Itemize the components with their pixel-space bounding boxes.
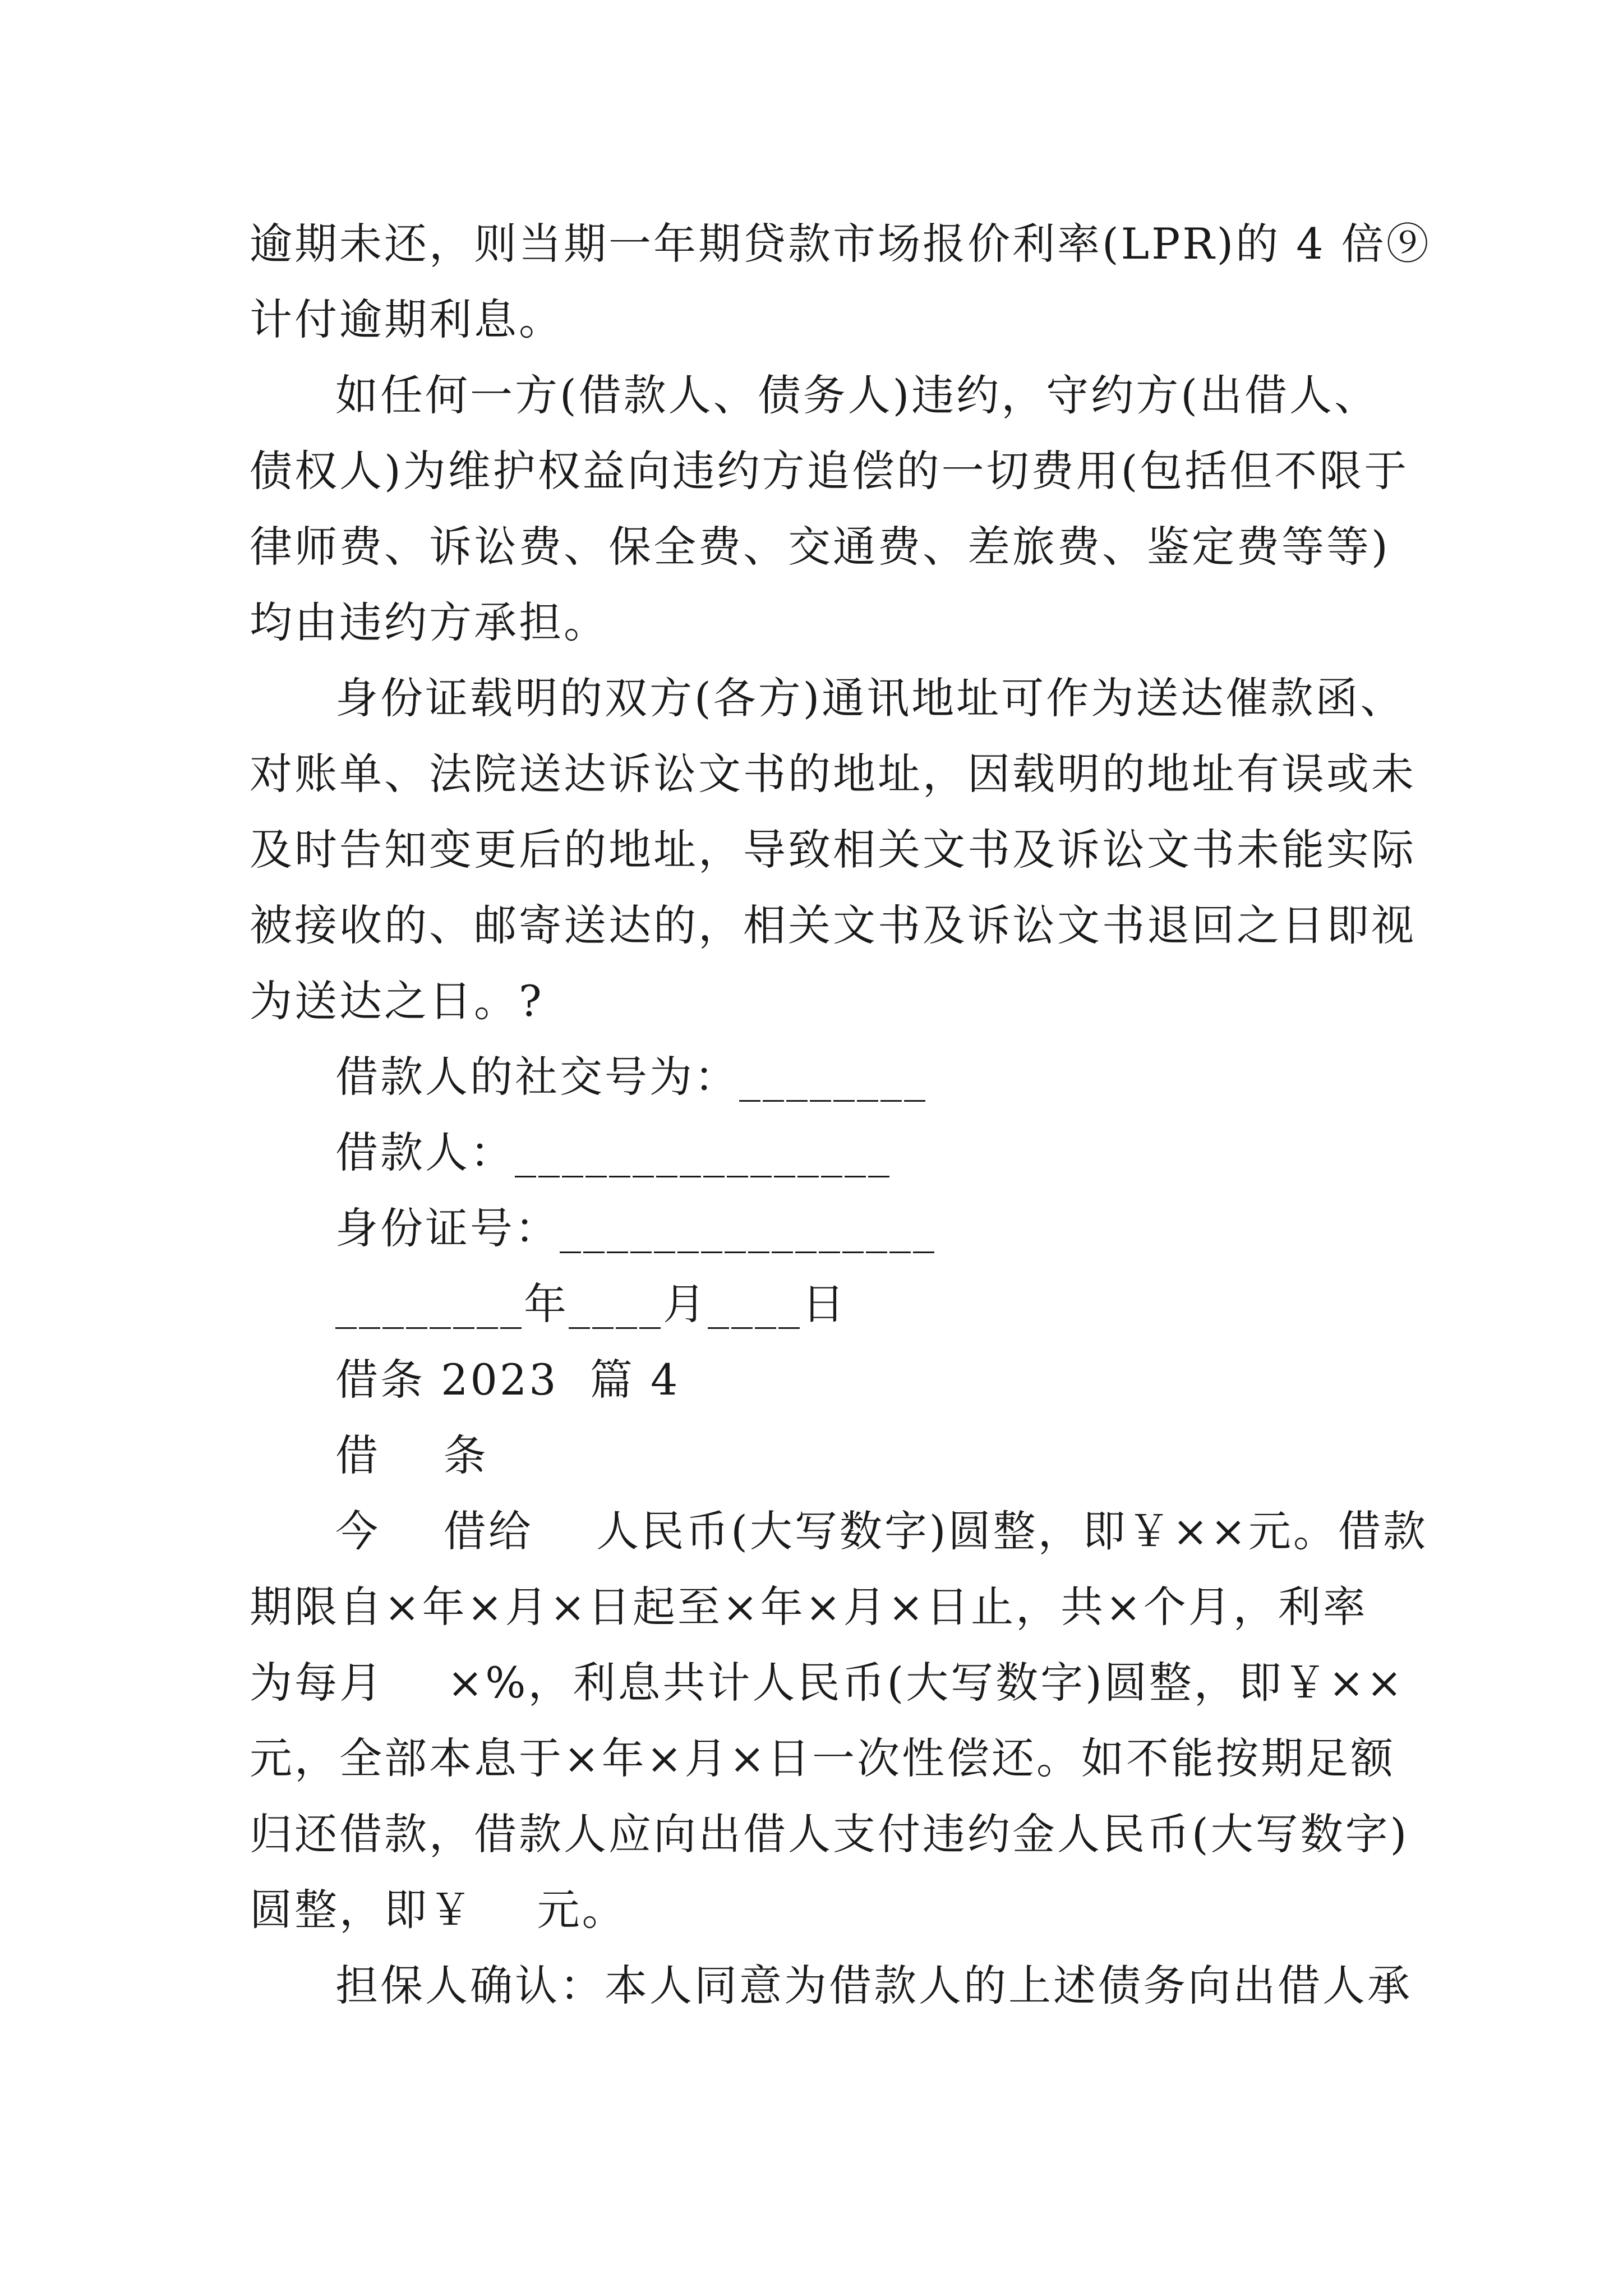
- text-line: 元，全部本息于×年×月×日一次性偿还。如不能按期足额: [250, 1733, 1396, 1783]
- text-line: ________年____月____日: [335, 1279, 847, 1329]
- text-line: 借款人：________________: [335, 1128, 892, 1177]
- text-line: 为送达之日。?: [250, 976, 544, 1026]
- text-line: 担保人确认：本人同意为借款人的上述债务向出借人承: [335, 1961, 1412, 2010]
- text-line: 身份证载明的双方(各方)通讯地址可作为送达催款函、: [335, 673, 1405, 723]
- text-line: 律师费、诉讼费、保全费、交通费、差旅费、鉴定费等等): [250, 522, 1390, 572]
- text-line: 计付逾期利息。: [250, 295, 564, 344]
- text-line: 今 借给 人民币(大写数字)圆整，即￥××元。借款: [335, 1506, 1428, 1556]
- text-line: 如任何一方(借款人、债务人)违约，守约方(出借人、: [335, 370, 1379, 420]
- text-line: 均由违约方承担。: [250, 597, 608, 647]
- text-line: 对账单、法院送达诉讼文书的地址，因载明的地址有误或未: [250, 749, 1416, 799]
- text-line: 借款人的社交号为：________: [335, 1052, 928, 1102]
- text-line: 及时告知变更后的地址，导致相关文书及诉讼文书未能实际: [250, 825, 1416, 875]
- text-line: 借条 2023 篇 4: [335, 1355, 680, 1405]
- text-line: 期限自×年×月×日起至×年×月×日止，共×个月，利率: [250, 1582, 1368, 1632]
- text-line: 为每月 ×%，利息共计人民币(大写数字)圆整，即￥××: [250, 1658, 1405, 1708]
- text-line: 圆整，即￥ 元。: [250, 1885, 627, 1935]
- text-line: 被接收的、邮寄送达的，相关文书及诉讼文书退回之日即视: [250, 900, 1416, 950]
- text-line: 身份证号：________________: [335, 1203, 937, 1253]
- text-line: 借 条: [335, 1430, 488, 1480]
- text-line: 债权人)为维护权益向违约方追偿的一切费用(包括但不限于: [250, 446, 1409, 496]
- text-line: 归还借款，借款人应向出借人支付违约金人民币(大写数字): [250, 1809, 1409, 1859]
- text-line: 逾期未还，则当期一年期贷款市场报价利率(LPR)的 4 倍⑨: [250, 219, 1431, 269]
